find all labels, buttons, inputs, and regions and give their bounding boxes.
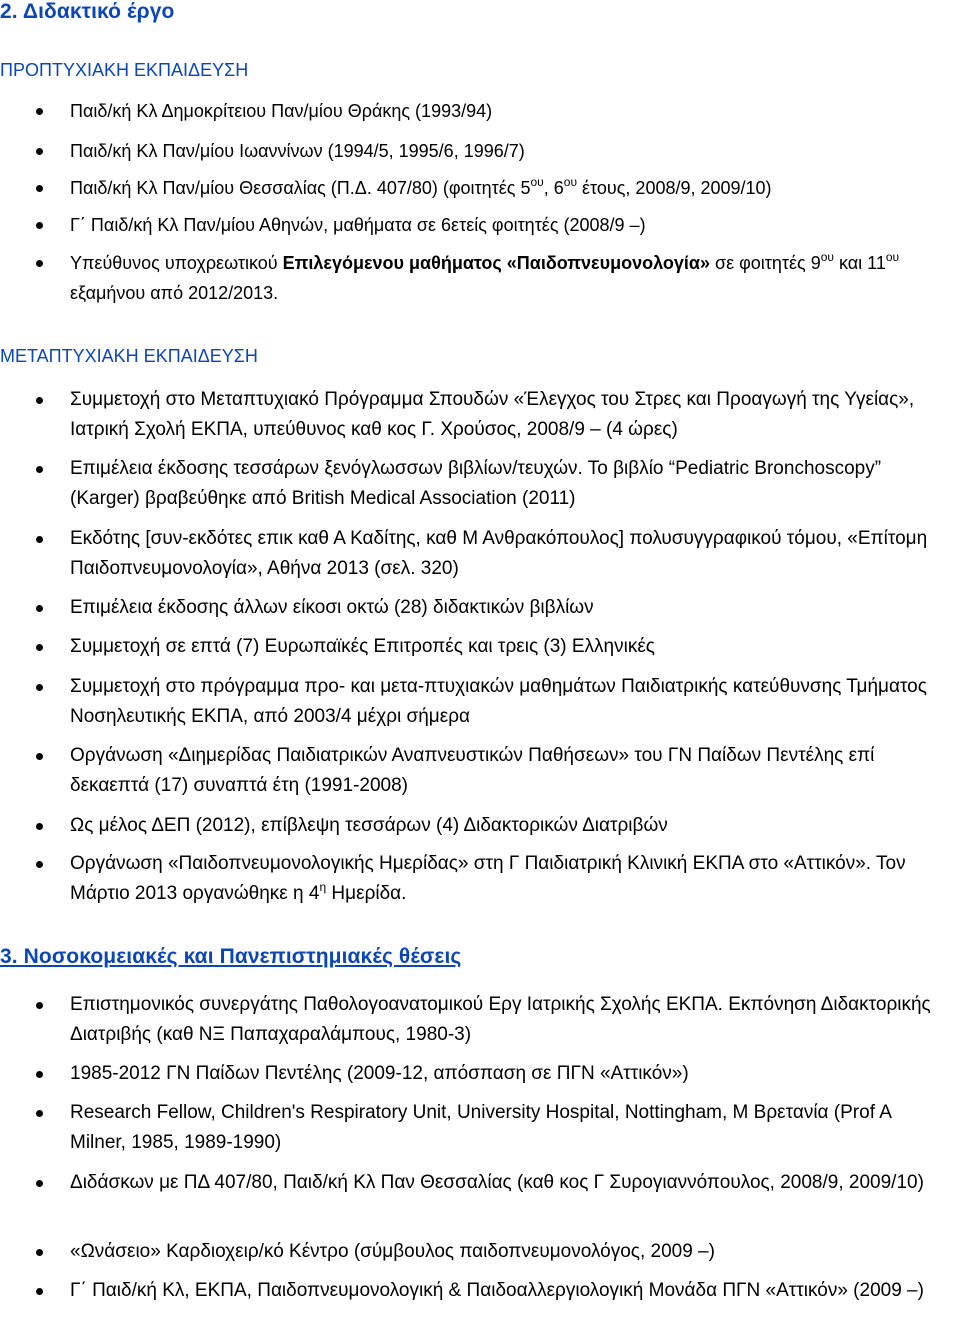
bullet-icon [36, 753, 43, 760]
bullet-icon [36, 1288, 43, 1295]
undergrad-label: ΠΡΟΠΤΥΧΙΑΚΗ ΕΚΠΑΙΔΕΥΣΗ [0, 60, 249, 80]
bullet-icon [36, 536, 43, 543]
bullet-icon [36, 1249, 43, 1256]
bullet-icon [36, 148, 43, 155]
bullet-icon [36, 397, 43, 404]
section-2-heading: 2. Διδακτικό έργο [0, 0, 175, 23]
bullet-icon [36, 1002, 43, 1009]
bullet-icon [36, 260, 43, 267]
bullet-icon [36, 644, 43, 651]
bullet-icon [36, 1110, 43, 1117]
bullet-icon [36, 684, 43, 691]
postgrad-label: ΜΕΤΑΠΤΥΧΙΑΚΗ ΕΚΠΑΙΔΕΥΣΗ [0, 346, 258, 366]
bullet-icon [36, 222, 43, 229]
bullet-icon [36, 185, 43, 192]
document-page: 2. Διδακτικό έργο ΠΡΟΠΤΥΧΙΑΚΗ ΕΚΠΑΙΔΕΥΣΗ Παιδ/κή Κλ Δημοκρίτειου Παν/μίου Θράκης (1993/94) Παιδ/κή Κλ Παν/μίου Ιωαννίνων (1994/5, 1995/6, 1996/7) Παιδ/κή Κλ Παν/μίου Θεσσαλίας (Π.Δ. 407/80) (φοιτητές $5^{o\upsilon}$, $6^{o\upsilon}$ έτους, 2008/9, 2009/10) Γ΄ Παιδ/κή Κλ Παν/μίου Αθηνών, μαθήματα σε 6ετείς φοιτητές (2008/9 –) Υπεύθυνος υποχρεωτικού Επιλεγόμενου μαθήματος «Παιδοπνευμονολογία» σε φοιτητές $9^{o\upsilon}$ και $11^{o\upsilon}$ εξαμήνου από 2012/2013. ΜΕΤΑΠΤΥΧΙΑΚΗ ΕΚΠΑΙΔΕΥΣΗ Συμμετοχή στο Μεταπτυχιακό Πρόγραμμα Σπουδών «Έλεγχος του Στρες και Προαγωγή της Υγείας», Ιατρική Σχολή ΕΚΠΑ, υπεύθυνος καθ κος Γ. Χρούσος, 2008/9 – (4 ώρες) Επιμέλεια έκδοσης τεσσάρων ξενόγλωσσων βιβλίων/τευχών. Το βιβλίο “Pediatric Bronchoscopy” (Karger) βραβεύθηκε από British Medical Association (2011) Εκδότης [συν-εκδότες επικ καθ Α Καδίτης, καθ Μ Ανθρακόπουλος] πολυσυγγραφικού τόμου, «Επίτομη Παιδοπνευμονολογία», Αθήνα 2013 (σελ. 320) Επιμέλεια έκδοσης άλλων είκοσι οκτώ (28) διδακτικών βιβλίων Συμμετοχή σε επτά (7) Ευρωπαϊκές Επιτροπές και τρεις (3) Ελληνικές Συμμετοχή στο πρόγραμμα προ- και μετα-πτυχιακών μαθημάτων Παιδιατρικής κατεύθυνσης Τμήματος Νοσηλευτικής ΕΚΠΑ, από 2003/4 μέχρι σήμερα Οργάνωση «Διημερίδας Παιδιατρικών Αναπνευστικών Παθήσεων» του ΓΝ Παίδων Πεντέλης επί δεκαεπτά (17) συναπτά έτη (1991-2008) Ως μέλος ΔΕΠ (2012), επίβλεψη τεσσάρων (4) Διδακτορικών Διατριβών Οργάνωση «Παιδοπνευμονολογικής Ημερίδας» στη Γ Παιδιατρική Κλινική ΕΚΠΑ στο «Αττικόν». Τον Μάρτιο 2013 οργανώθηκε η $4^\eta$ Ημερίδα. 3. Νοσοκομειακές και Πανεπιστημιακές θέσεις Επιστημονικός συνεργάτης Παθολογοανατομικού Εργ Ιατρικής Σχολής ΕΚΠΑ. Εκπόνηση Διδακτορικής Διατριβής (καθ ΝΞ Παπαχαραλάμπους, 1980-3) 1985-2012 ΓΝ Παίδων Πεντέλης (2009-12, απόσπαση σε ΠΓΝ «Αττικόν») Research Fellow, Children's Respiratory Unit, University Hospital, Nottingham, M Βρετανία (Prof A Milner, 1985, 1989-1990) Διδάσκων με ΠΔ 407/80, Παιδ/κή Κλ Παν Θεσσαλίας (καθ κος Γ Συρογιαννόπουλος, 2008/9, 2009/10) «Ωνάσειο» Καρδιοχειρ/κό Κέντρο (σύμβουλος παιδοπνευμονολόγος, 2009 –) Γ΄ Παιδ/κή Κλ, ΕΚΠΑ, Παιδοπνευμονολογική & Παιδοαλλεργιολογική Μονάδα ΠΓΝ «Αττικόν» (2009 –) [0, 0, 931, 1301]
bullet-icon [36, 823, 43, 830]
bullet-icon [36, 1180, 43, 1187]
bullet-icon [36, 605, 43, 612]
bullet-icon [36, 861, 43, 868]
bullet-icon [36, 1071, 43, 1078]
bullet-icon [36, 108, 43, 115]
bullet-icon [36, 466, 43, 473]
section-3-heading: 3. Νοσοκομειακές και Πανεπιστημιακές θέσεις [0, 945, 462, 968]
